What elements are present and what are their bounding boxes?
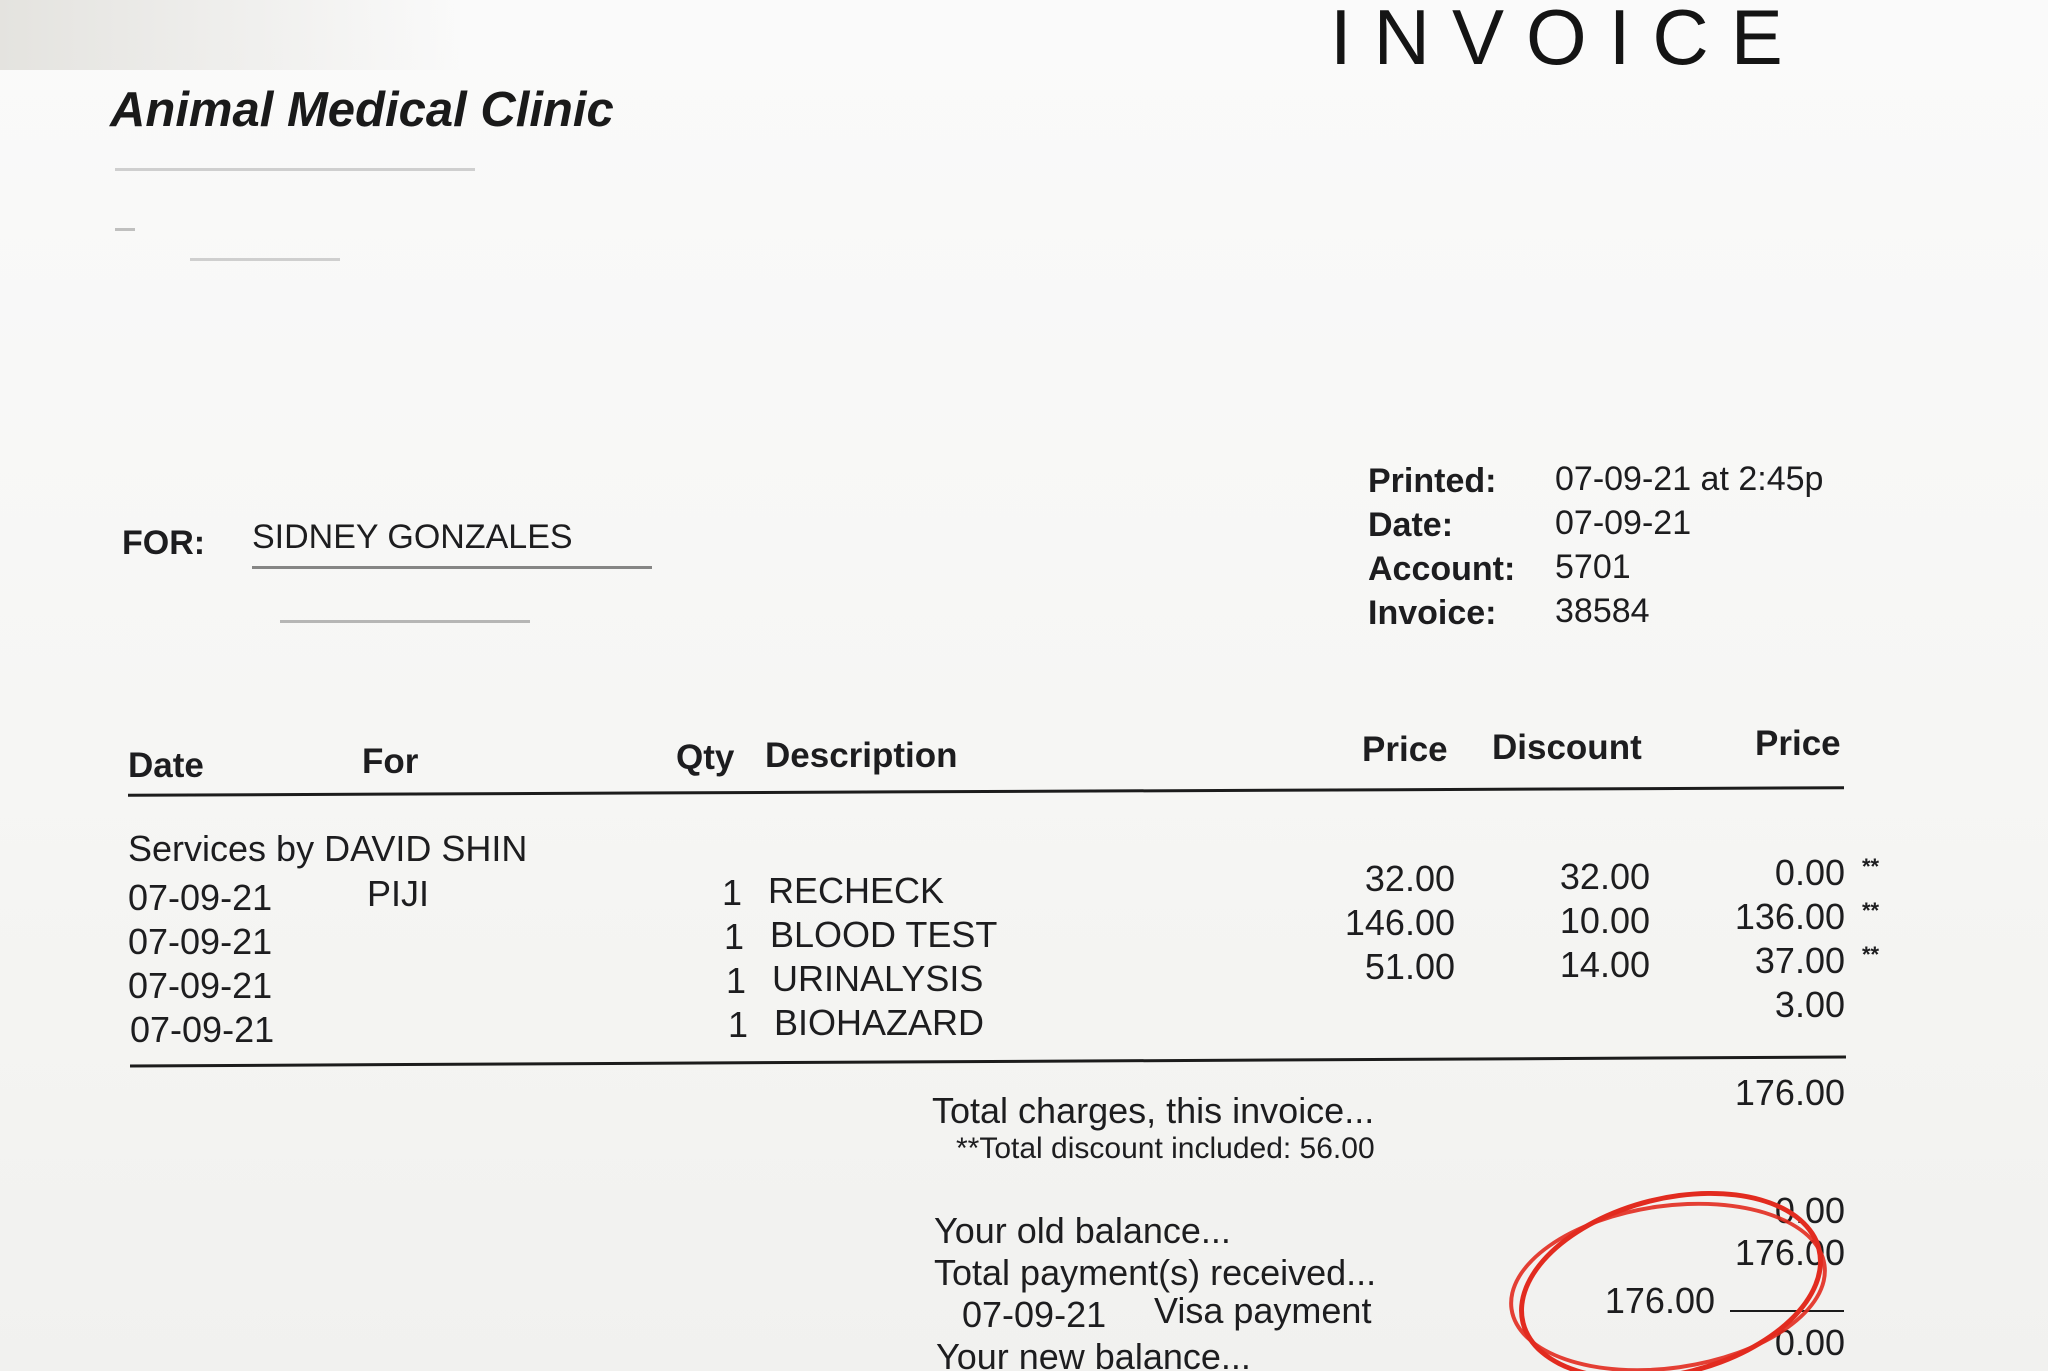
col-header-price: Price xyxy=(1362,730,1448,769)
row-2-discount-flag: ** xyxy=(1862,898,1880,923)
row-1-discount-flag: ** xyxy=(1862,854,1880,879)
row-3-description: URINALYSIS xyxy=(772,958,984,999)
payment-amount: 176.00 xyxy=(1604,1280,1715,1321)
paper-shadow xyxy=(0,0,460,70)
row-1-price: 32.00 xyxy=(1364,858,1455,899)
new-balance-label: Your new balance... xyxy=(936,1336,1251,1371)
row-4-date: 07-09-21 xyxy=(130,1009,275,1050)
row-4-qty: 1 xyxy=(728,1004,749,1045)
total-discount-note: **Total discount included: 56.00 xyxy=(956,1132,1375,1165)
row-2-qty: 1 xyxy=(724,916,745,957)
new-balance-value: 0.00 xyxy=(1774,1322,1845,1363)
printed-label: Printed: xyxy=(1368,462,1497,500)
redacted-address-line-1 xyxy=(115,168,475,171)
account-label: Account: xyxy=(1368,550,1516,588)
row-2-description: BLOOD TEST xyxy=(770,914,998,955)
table-bottom-rule xyxy=(130,1056,1846,1068)
customer-name: SIDNEY GONZALES xyxy=(252,518,573,556)
col-header-for: For xyxy=(362,742,419,781)
col-header-date: Date xyxy=(128,746,204,785)
row-1-discount: 32.00 xyxy=(1559,856,1650,897)
date-label: Date: xyxy=(1368,506,1454,544)
invoice-number-value: 38584 xyxy=(1555,592,1650,630)
printed-value: 07-09-21 at 2:45p xyxy=(1555,460,1824,498)
redacted-address-line-2 xyxy=(115,228,135,231)
redacted-address-line-3 xyxy=(190,258,340,261)
header-rule xyxy=(128,786,1844,796)
col-header-description: Description xyxy=(765,736,958,775)
row-4-description: BIOHAZARD xyxy=(774,1002,985,1043)
row-3-discount: 14.00 xyxy=(1559,944,1650,985)
clinic-name: Animal Medical Clinic xyxy=(110,83,614,137)
col-header-discount: Discount xyxy=(1492,728,1642,767)
row-2-date: 07-09-21 xyxy=(128,921,273,962)
old-balance-value: 0.00 xyxy=(1774,1190,1845,1231)
redacted-customer-address-1 xyxy=(252,566,652,569)
invoice-title: INVOICE xyxy=(1330,0,1805,81)
invoice-number-label: Invoice: xyxy=(1368,594,1497,632)
row-1-description: RECHECK xyxy=(768,870,945,911)
total-charges-label: Total charges, this invoice... xyxy=(932,1090,1375,1131)
old-balance-label: Your old balance... xyxy=(934,1210,1231,1251)
services-by: Services by DAVID SHIN xyxy=(128,828,528,869)
row-2-discount: 10.00 xyxy=(1559,900,1650,941)
col-header-net-price: Price xyxy=(1755,724,1841,763)
row-2-price: 146.00 xyxy=(1344,902,1455,943)
payments-received-label: Total payment(s) received... xyxy=(934,1252,1377,1293)
for-label: FOR: xyxy=(122,524,206,562)
row-1-qty: 1 xyxy=(722,872,743,913)
row-1-for: PIJI xyxy=(367,873,430,914)
row-3-discount-flag: ** xyxy=(1862,942,1880,967)
total-charges-value: 176.00 xyxy=(1734,1072,1845,1113)
row-1-date: 07-09-21 xyxy=(128,877,273,918)
row-3-qty: 1 xyxy=(726,960,747,1001)
row-1-net-price: 0.00 xyxy=(1774,852,1845,893)
payment-date: 07-09-21 xyxy=(962,1294,1107,1335)
row-3-net-price: 37.00 xyxy=(1754,940,1845,981)
col-header-qty: Qty xyxy=(676,738,735,777)
payment-method: Visa payment xyxy=(1154,1290,1372,1331)
row-4-net-price: 3.00 xyxy=(1774,984,1845,1025)
payments-received-value: 176.00 xyxy=(1734,1232,1845,1273)
date-value: 07-09-21 xyxy=(1555,504,1692,542)
row-3-price: 51.00 xyxy=(1364,946,1455,987)
redacted-customer-address-2 xyxy=(280,620,530,623)
row-3-date: 07-09-21 xyxy=(128,965,273,1006)
account-value: 5701 xyxy=(1555,548,1631,586)
row-2-net-price: 136.00 xyxy=(1734,896,1845,937)
